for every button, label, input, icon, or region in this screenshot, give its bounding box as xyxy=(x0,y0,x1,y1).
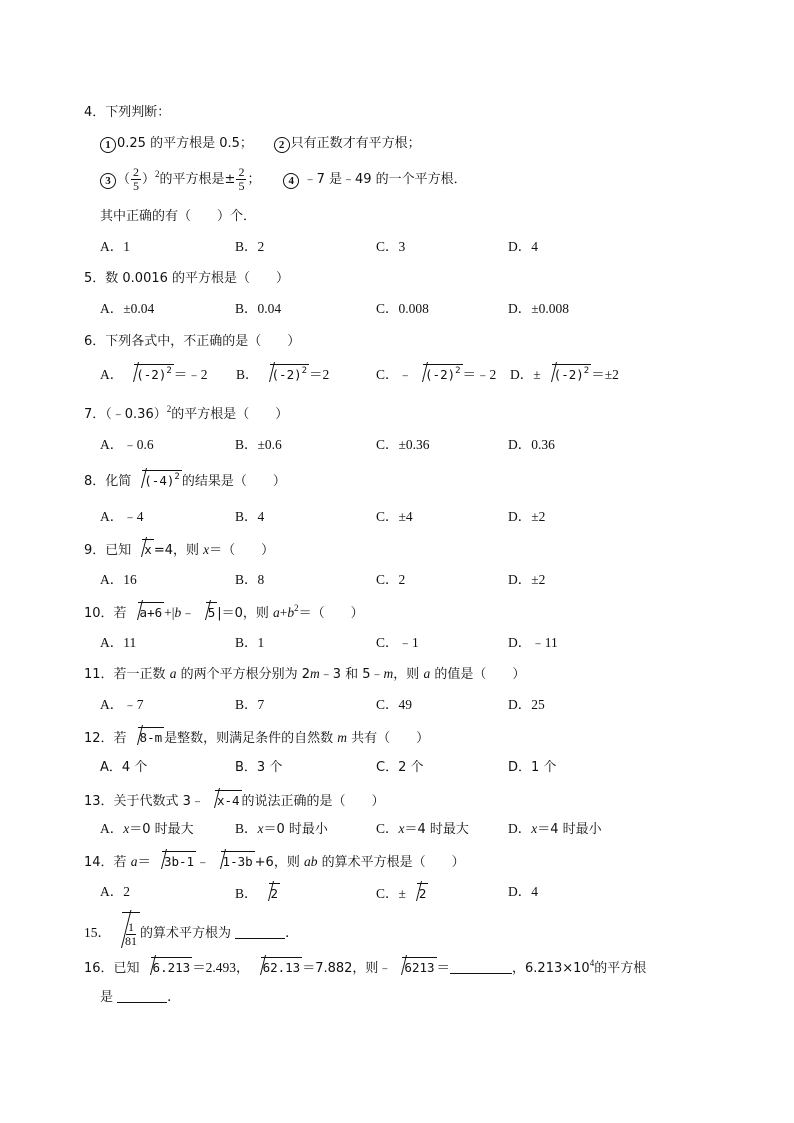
q16-stem: 16．已知 6.213 ＝2.493， 62.13 ＝7.882，则﹣ 6213 ＝ ，$6.213\times 10^4$的平方根 xyxy=(84,958,647,976)
sqrt-sign: 2 xyxy=(408,883,429,903)
circled-number-1: 1 xyxy=(100,137,116,153)
q12-option-d[interactable]: D．1 个 xyxy=(508,760,557,775)
sqrt-sign xyxy=(113,912,140,950)
sqrt-sign: 6.213 xyxy=(142,957,193,977)
q10-stem: 10．若 a+6 +|b﹣ 5 |＝0，则 $a+b^2=$（ ） xyxy=(84,603,364,621)
q11-option-d[interactable]: D．25 xyxy=(508,697,545,712)
sqrt-sign: 6213 xyxy=(393,957,436,977)
q6-option-d[interactable]: D．± $(-2)^2 =\pm 2$ xyxy=(510,366,619,382)
q11-option-c[interactable]: C．49 xyxy=(376,697,413,712)
q14-option-d[interactable]: D．4 xyxy=(508,884,538,899)
q7-option-c[interactable]: C．±0.36 xyxy=(376,437,430,452)
q9-stem: 9．已知 x =4，则 x＝（ ） xyxy=(84,539,274,560)
sqrt-sign: $(-2)^2$ xyxy=(414,364,463,384)
q12-option-b[interactable]: B．3 个 xyxy=(235,760,283,775)
q10-option-d[interactable]: D．﹣11 xyxy=(508,635,558,650)
q12-option-a[interactable]: A．4 个 xyxy=(100,760,148,775)
q9-option-b[interactable]: B．8 xyxy=(235,572,265,587)
circled-number-4: 4 xyxy=(283,173,299,189)
q12-stem: 12．若 8-m 是整数，则满足条件的自然数 m 共有（ ） xyxy=(84,727,429,748)
q6-option-a[interactable]: A． $(-2)^2$ ＝﹣2 xyxy=(100,366,208,382)
q11-option-a[interactable]: A．﹣7 xyxy=(100,697,144,712)
q7-option-d[interactable]: D．0.36 xyxy=(508,437,555,452)
q10-option-b[interactable]: B．1 xyxy=(235,635,265,650)
q10-option-a[interactable]: A．11 xyxy=(100,635,137,650)
sqrt-sign: 62.13 xyxy=(252,957,303,977)
sqrt-sign: 8-m xyxy=(129,727,165,747)
q14-option-b[interactable]: B． 2 xyxy=(235,883,280,903)
q9-option-d[interactable]: D．±2 xyxy=(508,572,546,587)
q8-option-c[interactable]: C．±4 xyxy=(376,509,413,524)
q4-question: 其中正确的有（ ）个． xyxy=(100,209,257,224)
sqrt-sign: a+6 xyxy=(129,602,165,622)
q5-option-b[interactable]: B．0.04 xyxy=(235,301,282,316)
q16-continuation: 是 ． xyxy=(100,989,181,1005)
q6-option-c[interactable]: C．﹣ $(-2)^2$ ＝﹣2 xyxy=(376,366,497,382)
q5-option-a[interactable]: A．±0.04 xyxy=(100,301,155,316)
q4-option-d[interactable]: D．4 xyxy=(508,239,538,254)
answer-blank[interactable] xyxy=(450,973,512,974)
q7-stem: 7．（﹣0.36）$^2$的平方根是（ ） xyxy=(84,404,289,422)
q15-stem: 15． $\frac{1}{81}$ 的算术平方根为 ． xyxy=(84,912,299,951)
q13-option-c[interactable]: C．x＝4 时最大 xyxy=(376,821,469,837)
sqrt-sign: 2 xyxy=(260,883,281,903)
q9-option-a[interactable]: A．16 xyxy=(100,572,137,587)
q4-option-b[interactable]: B．2 xyxy=(235,239,265,254)
q14-stem: 14．若 a＝ 3b-1 ﹣ 1-3b +6，则 ab 的算术平方根是（ ） xyxy=(84,851,465,872)
q4-statements-3-4: 3 （ $\frac{2}{5}$ ）$^2$的平方根是± $\frac{2}{5}$ ； 4 ﹣7 是﹣49 的一个平方根． xyxy=(100,163,467,196)
q7-option-a[interactable]: A．﹣0.6 xyxy=(100,437,154,452)
q4-stem: 4．下列判断： xyxy=(84,105,171,120)
q14-option-a[interactable]: A．2 xyxy=(100,884,130,899)
sqrt-sign: x xyxy=(133,539,154,559)
q13-stem: 13．关于代数式 3﹣ x-4 的说法正确的是（ ） xyxy=(84,790,385,811)
sqrt-sign: $(-2)^2$ xyxy=(125,364,174,384)
sqrt-sign: $(-2)^2$ xyxy=(261,364,310,384)
sqrt-sign: 3b-1 xyxy=(153,851,196,871)
q13-option-a[interactable]: A．x＝0 时最大 xyxy=(100,821,194,837)
sqrt-sign: 5 xyxy=(197,602,218,622)
q4-statements-1-2: 1 0.25 的平方根是 0.5； 2 只有正数才有平方根； xyxy=(100,134,421,153)
sqrt-sign: $(-4)^2$ xyxy=(133,470,182,490)
q8-option-a[interactable]: A．﹣4 xyxy=(100,509,144,524)
q4-option-a[interactable]: A．1 xyxy=(100,239,130,254)
q13-option-b[interactable]: B．x＝0 时最小 xyxy=(235,821,328,837)
q6-option-b[interactable]: B． $(-2)^2 =2$ xyxy=(236,366,330,382)
q8-option-b[interactable]: B．4 xyxy=(235,509,265,524)
q11-option-b[interactable]: B．7 xyxy=(235,697,265,712)
circled-number-3: 3 xyxy=(100,173,116,189)
fraction: $\frac{1}{81}$ xyxy=(125,919,137,948)
q5-option-c[interactable]: C．0.008 xyxy=(376,301,429,316)
answer-blank[interactable] xyxy=(117,1002,167,1003)
circled-number-2: 2 xyxy=(274,137,290,153)
sqrt-sign: 1-3b xyxy=(212,851,255,871)
sqrt-sign: x-4 xyxy=(206,790,242,810)
q9-option-c[interactable]: C．2 xyxy=(376,572,406,587)
q5-stem: 5．数 0.0016 的平方根是（ ） xyxy=(84,271,290,286)
q14-option-c[interactable]: C．± 2 xyxy=(376,883,428,903)
fraction: $\frac{2}{5}$ xyxy=(238,165,245,194)
q6-stem: 6．下列各式中，不正确的是（ ） xyxy=(84,334,301,349)
q7-option-b[interactable]: B．±0.6 xyxy=(235,437,282,452)
q11-stem: 11．若一正数 a 的两个平方根分别为 2m﹣3 和 5﹣m，则 a 的值是（ ） xyxy=(84,666,526,682)
q13-option-d[interactable]: D．x＝4 时最小 xyxy=(508,821,602,837)
q8-stem: 8．化简 $(-4)^2$ 的结果是（ ） xyxy=(84,472,286,489)
fraction: $\frac{2}{5}$ xyxy=(133,165,140,194)
q10-option-c[interactable]: C．﹣1 xyxy=(376,635,419,650)
q5-option-d[interactable]: D．±0.008 xyxy=(508,301,570,316)
answer-blank[interactable] xyxy=(235,938,285,939)
q8-option-d[interactable]: D．±2 xyxy=(508,509,546,524)
sqrt-sign: $(-2)^2$ xyxy=(543,364,592,384)
q4-option-c[interactable]: C．3 xyxy=(376,239,406,254)
q12-option-c[interactable]: C．2 个 xyxy=(376,760,424,775)
